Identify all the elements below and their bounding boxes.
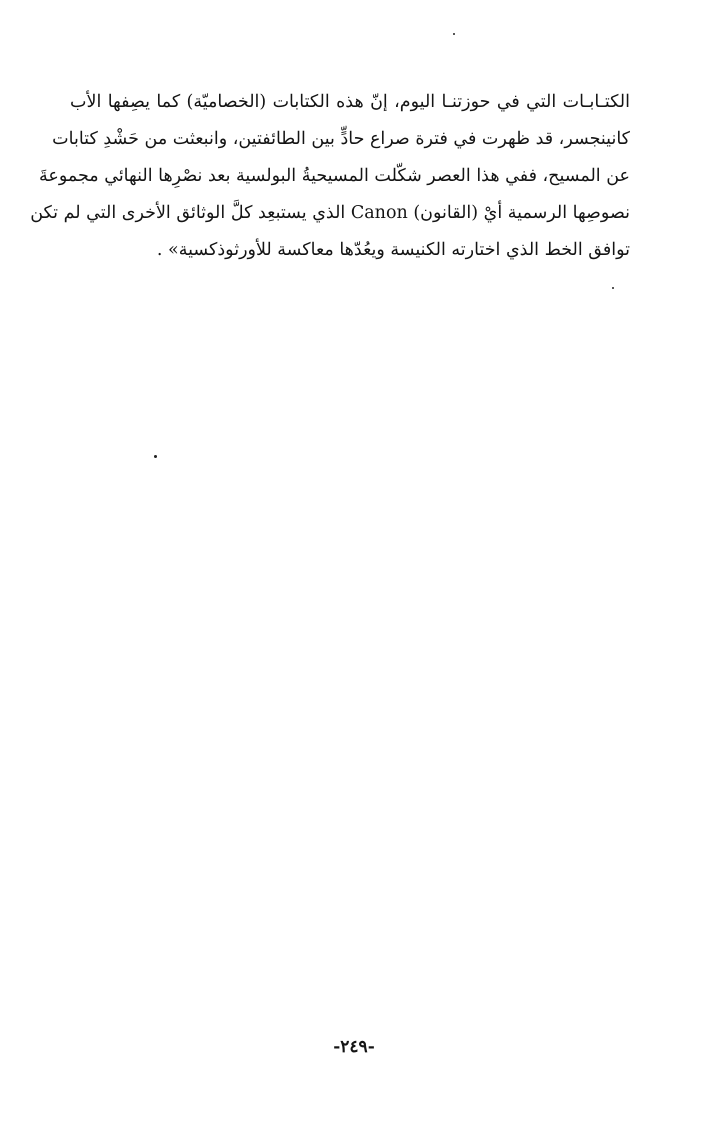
paragraph-line-5: توافق الخط الذي اختارته الكنيسة ويعُدّها معاكسة للأورثوذكسية» . xyxy=(156,240,630,260)
scan-speck xyxy=(612,287,614,289)
body-paragraph xyxy=(30,84,630,269)
paragraph-line-4: نصوصِها الرسمية أيْ (القانون) Canon الذي يستبعِد كلَّ الوثائق الأخرى التي لم تكن xyxy=(30,203,630,223)
scan-speck xyxy=(453,33,455,35)
paragraph-line-2: كانينجسر، قد ظهرت في فترة صراع حادٍّ بين الطائفتين، وانبعثت من حَشْدِ كتابات xyxy=(52,129,630,149)
scan-speck xyxy=(154,455,157,458)
paragraph-line-1: الكتـابـات التي في حوزتنـا اليوم، إنّ هذه الكتابات (الخصاميّة) كما يصِفها الأب xyxy=(70,92,630,112)
paragraph-line-3: عن المسيح، ففي هذا العصر شكّلت المسيحيةُ البولسية بعد نصْرِها النهائي مجموعةَ xyxy=(39,166,630,186)
page-number: -٢٤٩- xyxy=(333,1037,375,1057)
